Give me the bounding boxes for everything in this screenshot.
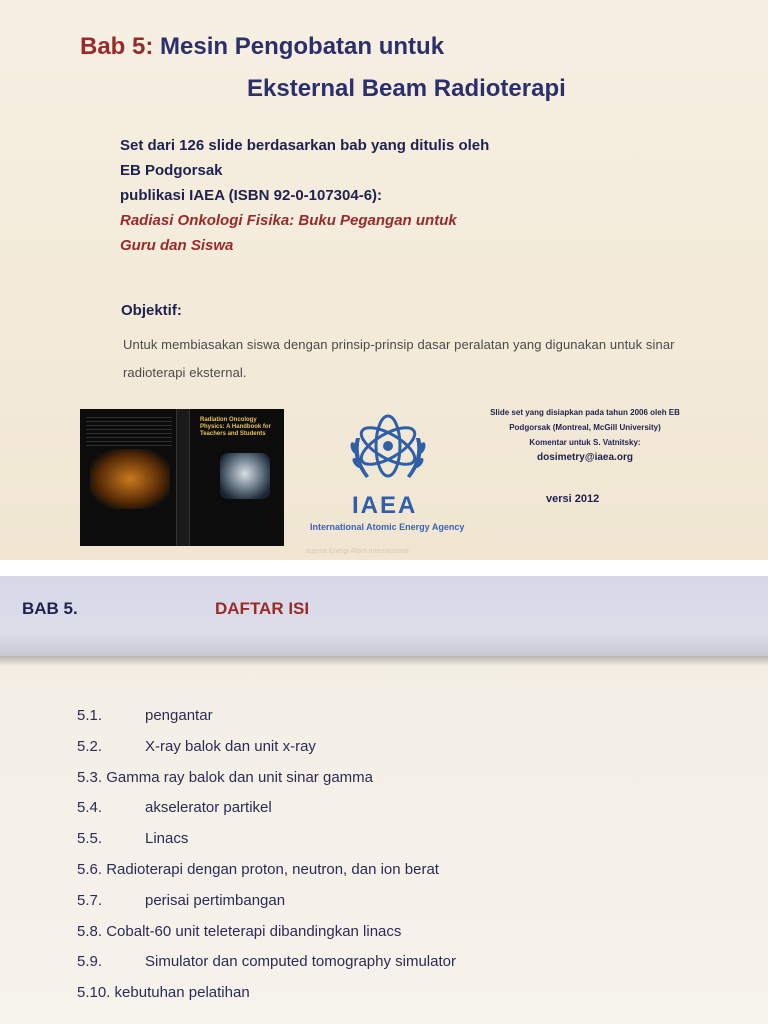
- cover-machine-illustration: [220, 453, 270, 499]
- toc-item-label: Cobalt-60 unit teleterapi dibandingkan linacs: [106, 922, 402, 940]
- toc-item-label: Linacs: [145, 830, 189, 848]
- iaea-logo-icon: [342, 408, 434, 496]
- cover-glow: [90, 449, 170, 509]
- set-info-publication: publikasi IAEA (ISBN 92-0-107304-6):: [120, 187, 383, 204]
- toc-item-number: 5.2.: [77, 737, 103, 755]
- slide-set-info: [120, 133, 489, 258]
- toc-item: [77, 799, 456, 830]
- toc-item: [77, 953, 456, 984]
- toc-item-label: Gamma ray balok dan unit sinar gamma: [106, 768, 373, 786]
- toc-title: DAFTAR ISI: [215, 599, 310, 618]
- title-text-line1: Mesin Pengobatan untuk: [160, 33, 445, 60]
- toc-item-number: 5.4.: [77, 799, 103, 817]
- book-cover-image: [80, 409, 284, 546]
- book-title-line2: Guru dan Siswa: [120, 237, 234, 254]
- toc-item: [77, 984, 456, 1015]
- toc-item: [77, 861, 456, 892]
- credits-line: Slide set yang disiapkan pada tahun 2006 oleh EB: [490, 408, 680, 417]
- toc-item-number: 5.3.: [77, 768, 103, 786]
- toc-item-label: pengantar: [145, 707, 213, 724]
- toc-item-label: perisai pertimbangan: [145, 891, 286, 909]
- slide-title: [80, 33, 444, 61]
- toc-item-number: 5.1.: [77, 707, 103, 724]
- credits-line: Podgorsak (Montreal, McGill University): [509, 423, 661, 432]
- toc-item-label: Radioterapi dengan proton, neutron, dan ion berat: [106, 860, 439, 878]
- toc-item-number: 5.8.: [77, 922, 103, 940]
- cover-title: Radiation Oncology Physics: A Handbook for Teachers and Students: [200, 417, 271, 437]
- chapter-label: BAB 5.: [22, 599, 78, 618]
- iaea-agency-translation: agensi Energi Atom Internasional: [306, 548, 409, 555]
- iaea-agency-name: International Atomic Energy Agency: [310, 522, 465, 532]
- toc-item: [77, 707, 456, 738]
- toc-item: [77, 830, 456, 861]
- contact-email: dosimetry@iaea.org: [537, 452, 633, 463]
- toc-list: [77, 707, 456, 1015]
- set-info-author: EB Podgorsak: [120, 162, 223, 179]
- objective-text: Untuk membiasakan siswa dengan prinsip-prinsip dasar peralatan yang digunakan untuk sinar radioterapi eksternal.: [123, 337, 675, 380]
- toc-item-label: kebutuhan pelatihan: [114, 984, 250, 1002]
- toc-slide: [0, 576, 768, 1024]
- toc-item: [77, 892, 456, 923]
- header-shadow: [0, 656, 768, 666]
- title-text-line2: Eksternal Beam Radioterapi: [247, 75, 566, 102]
- toc-item: [77, 923, 456, 954]
- toc-item: [77, 738, 456, 769]
- toc-header-bar: [0, 576, 768, 656]
- toc-item-number: 5.5.: [77, 830, 103, 848]
- toc-item-label: X-ray balok dan unit x-ray: [145, 737, 316, 755]
- toc-item-number: 5.10.: [77, 984, 111, 1002]
- credits-line: Komentar untuk S. Vatnitsky:: [529, 438, 641, 447]
- version-label: versi 2012: [546, 493, 600, 505]
- credits-block: [440, 405, 730, 465]
- cover-back-text: [86, 417, 172, 447]
- set-info-line: Set dari 126 slide berdasarkan bab yang ditulis oleh: [120, 137, 490, 154]
- toc-item-number: 5.7.: [77, 891, 103, 909]
- book-title-line1: Radiasi Onkologi Fisika: Buku Pegangan untuk: [120, 212, 457, 229]
- toc-item: [77, 769, 456, 800]
- iaea-acronym: IAEA: [352, 492, 418, 519]
- toc-item-number: 5.6.: [77, 860, 103, 878]
- objective-heading: Objektif:: [121, 302, 182, 319]
- cover-spine: [176, 409, 190, 546]
- toc-item-number: 5.9.: [77, 953, 103, 971]
- chapter-prefix: Bab 5:: [80, 33, 154, 60]
- toc-item-label: Simulator dan computed tomography simulator: [145, 953, 456, 971]
- toc-item-label: akselerator partikel: [145, 799, 272, 817]
